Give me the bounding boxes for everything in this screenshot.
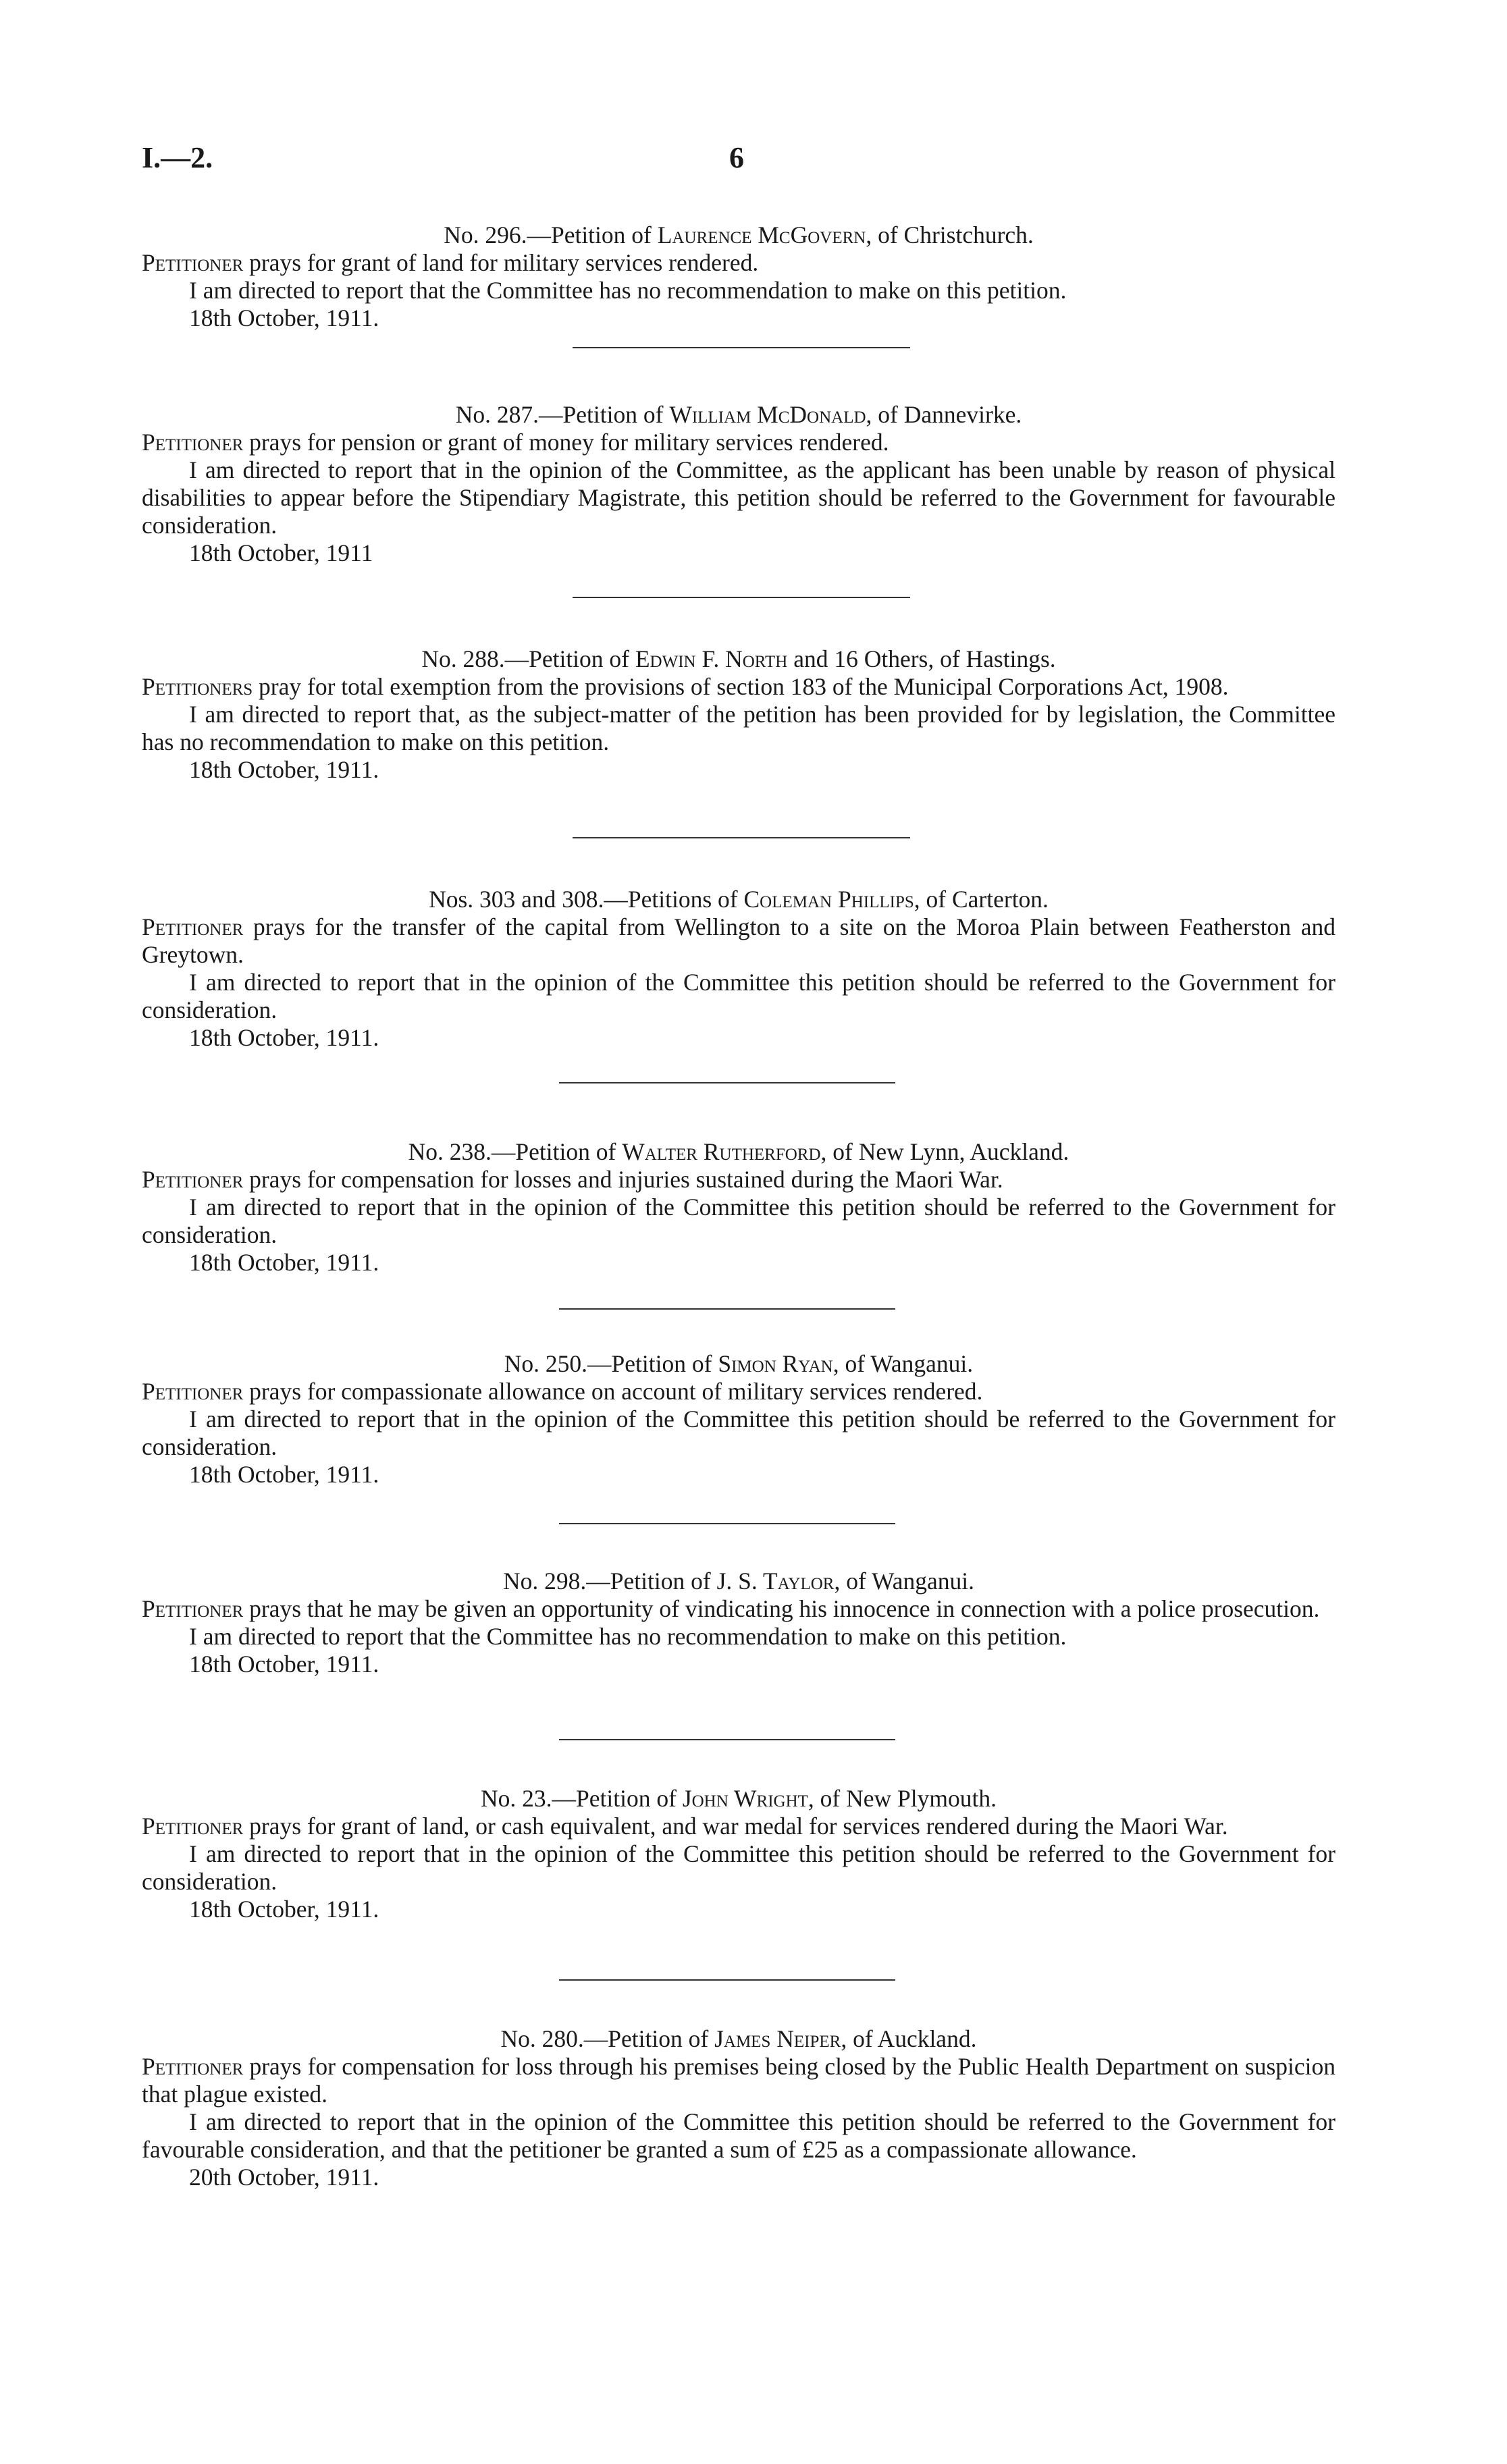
- petition-title: No. 287.—Petition of William McDonald, of Dannevirke.: [455, 401, 1022, 428]
- petition-title: No. 298.—Petition of J. S. Taylor, of Wanganui.: [503, 1568, 974, 1595]
- committee-report: I am directed to report that, as the subject-matter of the petition has been provided for by legislation, the Committee has no recommendation to make on this petition.: [142, 701, 1336, 755]
- report-date: 18th October, 1911.: [189, 1461, 379, 1488]
- committee-report: I am directed to report that in the opinion of the Committee this petition should be referred to the Government for consideration.: [142, 1405, 1336, 1460]
- report-date: 18th October, 1911.: [189, 304, 379, 331]
- petition-summary: Petitioner prays for compassionate allowance on account of military services rendered.: [142, 1378, 983, 1405]
- petition-title: No. 250.—Petition of Simon Ryan, of Wanganui.: [504, 1350, 974, 1377]
- section-divider: [559, 1979, 895, 1981]
- petition-entry: [142, 401, 1336, 567]
- committee-report: I am directed to report that in the opinion of the Committee this petition should be referred to the Government for consideration.: [142, 969, 1336, 1023]
- petition-summary: Petitioner prays for compensation for loss through his premises being closed by the Public Health Department on suspicion that plague existed.: [142, 2053, 1336, 2108]
- petition-summary: Petitioner prays for compensation for losses and injuries sustained during the Maori War.: [142, 1166, 1003, 1193]
- committee-report: I am directed to report that in the opinion of the Committee this petition should be referred to the Government for consideration.: [142, 1194, 1336, 1248]
- committee-report: I am directed to report that in the opinion of the Committee this petition should be referred to the Government for favourable consideration, and that the petitioner be granted a sum of £25 as a compassionate allowance.: [142, 2108, 1336, 2163]
- committee-report: I am directed to report that the Committee has no recommendation to make on this petition.: [189, 277, 1067, 304]
- petition-title: Nos. 303 and 308.—Petitions of Coleman Phillips, of Carterton.: [429, 886, 1049, 913]
- petition-summary: Petitioners pray for total exemption from the provisions of section 183 of the Municipal Corporations Act, 1908.: [142, 673, 1229, 700]
- petition-summary: Petitioner prays for pension or grant of money for military services rendered.: [142, 429, 889, 456]
- section-divider: [559, 1739, 895, 1740]
- section-divider: [559, 1308, 895, 1310]
- petition-title: No. 288.—Petition of Edwin F. North and 16 Others, of Hastings.: [421, 645, 1056, 672]
- petition-entry: [142, 1785, 1336, 1923]
- petition-title: No. 23.—Petition of John Wright, of New Plymouth.: [481, 1785, 997, 1812]
- petition-summary: Petitioner prays that he may be given an opportunity of vindicating his innocence in connection with a police prosecution.: [142, 1595, 1320, 1622]
- committee-report: I am directed to report that in the opinion of the Committee this petition should be referred to the Government for consideration.: [142, 1840, 1336, 1895]
- committee-report: I am directed to report that the Committee has no recommendation to make on this petition.: [189, 1623, 1067, 1650]
- report-date: 18th October, 1911.: [189, 756, 379, 783]
- report-date: 18th October, 1911.: [189, 1651, 379, 1678]
- petition-entry: [142, 1568, 1336, 1678]
- paper-reference: I.—2.: [142, 141, 213, 174]
- report-date: 18th October, 1911: [189, 539, 373, 566]
- section-divider: [559, 1082, 895, 1083]
- petition-entry: [142, 2025, 1336, 2191]
- report-date: 20th October, 1911.: [189, 2164, 379, 2191]
- petition-entry: [142, 1350, 1336, 1489]
- page-number: 6: [729, 141, 744, 174]
- petition-title: No. 238.—Petition of Walter Rutherford, of New Lynn, Auckland.: [408, 1138, 1069, 1165]
- petition-entry: [142, 645, 1336, 784]
- petition-title: No. 296.—Petition of Laurence McGovern, of Christchurch.: [444, 221, 1034, 248]
- section-divider: [573, 347, 910, 348]
- petition-entry: [142, 1138, 1336, 1277]
- petition-title: No. 280.—Petition of James Neiper, of Auckland.: [500, 2025, 977, 2052]
- section-divider: [573, 837, 910, 838]
- petition-entry: [142, 886, 1336, 1052]
- report-date: 18th October, 1911.: [189, 1896, 379, 1923]
- committee-report: I am directed to report that in the opinion of the Committee, as the applicant has been unable by reason of physical disabilities to appear before the Stipendiary Magistrate, this petition should be referred to the Government for favourable consideration.: [142, 456, 1336, 539]
- report-date: 18th October, 1911.: [189, 1249, 379, 1276]
- petition-summary: Petitioner prays for grant of land for military services rendered.: [142, 249, 759, 276]
- petition-summary: Petitioner prays for grant of land, or cash equivalent, and war medal for services rendered during the Maori War.: [142, 1813, 1228, 1840]
- petition-entry: [142, 221, 1336, 332]
- petition-summary: Petitioner prays for the transfer of the capital from Wellington to a site on the Moroa Plain between Featherston and Greytown.: [142, 913, 1336, 968]
- section-divider: [573, 597, 910, 598]
- report-date: 18th October, 1911.: [189, 1024, 379, 1051]
- section-divider: [559, 1523, 895, 1524]
